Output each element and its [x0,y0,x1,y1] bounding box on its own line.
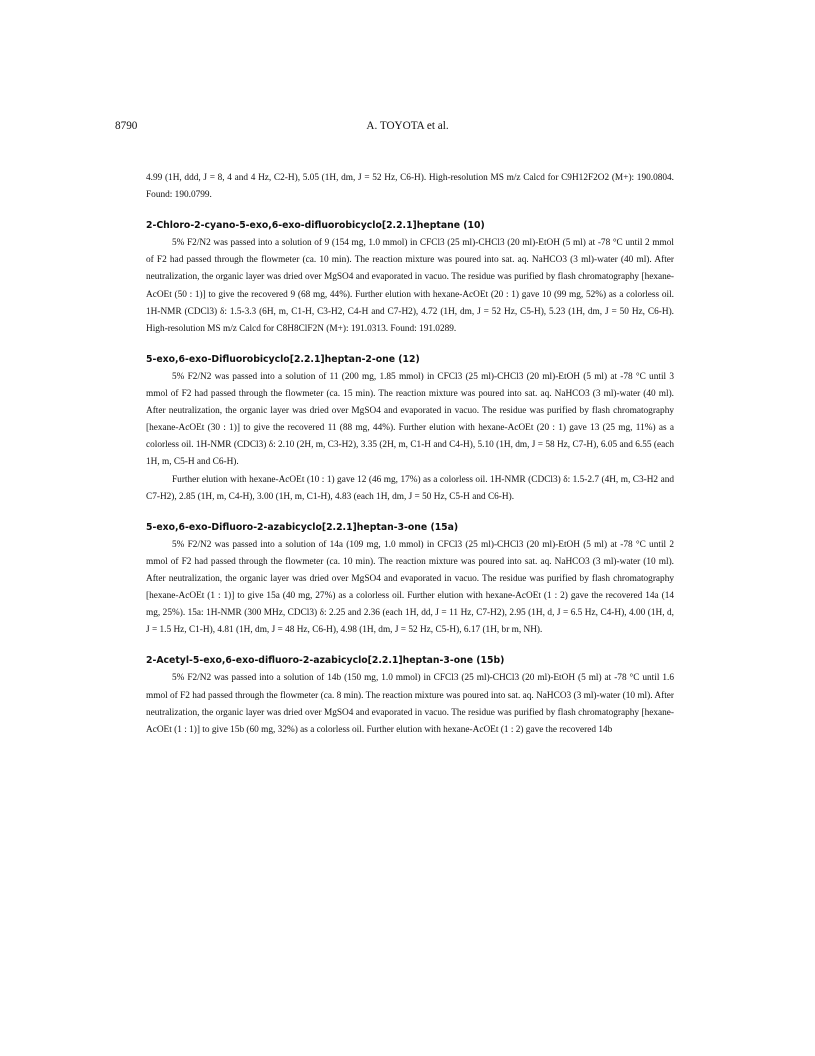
running-head: A. TOYOTA et al. [366,120,449,132]
paragraph: 5% F2/N2 was passed into a solution of 9 (154 mg, 1.0 mmol) in CFCl3 (25 ml)-CHCl3 (20 ml)-EtOH (5 ml) at -78 °C until 2 mmol of F2 had passed through the flowmeter (ca. 10 min). The reaction mixture was poured into sat. aq. NaHCO3 (3 ml)-water (40 ml). After neutralization, the organic layer was dried over MgSO4 and evaporated in vacuo. The residue was purified by flash chromatography [hexane-AcOEt (50 : 1)] to give the recovered 9 (68 mg, 44%). Further elution with hexane-AcOEt (20 : 1) gave 10 (99 mg, 52%) as a colorless oil. 1H-NMR (CDCl3) δ: 1.5-3.3 (6H, m, C1-H, C3-H2, C4-H and C7-H2), 4.72 (1H, dm, J = 52 Hz, C5-H), 5.23 (1H, dm, J = 50 Hz, C6-H). High-resolution MS m/z Calcd for C8H8ClF2N (M+): 191.0313. Found: 191.0289. [146,238,674,334]
body-text [146,170,674,739]
section-title: 5-exo,6-exo-Difluoro-2-azabicyclo[2.2.1]heptan-3-one (15a) [146,521,459,533]
section-compound-15a [146,519,674,640]
paragraph: 5% F2/N2 was passed into a solution of 11 (200 mg, 1.85 mmol) in CFCl3 (25 ml)-CHCl3 (20 ml)-EtOH (5 ml) at -78 °C until 3 mmol of F2 had passed through the flowmeter (ca. 15 min). The reaction mixture was poured into sat. aq. NaHCO3 (3 ml)-water (40 ml). After neutralization, the organic layer was dried over MgSO4 and evaporated in vacuo. The residue was purified by flash chromatography [hexane-AcOEt (30 : 1)] to give the recovered 11 (88 mg, 44%). Further elution with hexane-AcOEt (20 : 1) gave 13 (25 mg, 11%) as a colorless oil. 1H-NMR (CDCl3) δ: 2.10 (2H, m, C3-H2), 3.35 (2H, m, C1-H and C4-H), 5.10 (1H, dm, J = 58 Hz, C7-H), 6.05 and 6.55 (each 1H, m, C5-H and C6-H). [146,371,674,468]
continuation-paragraph: 4.99 (1H, ddd, J = 8, 4 and 4 Hz, C2-H), 5.05 (1H, dm, J = 52 Hz, C6-H). High-resolution MS m/z Calcd for C9H12F2O2 (M+): 190.0804. Found: 190.0799. [146,173,674,201]
page-number: 8790 [115,120,138,132]
paragraph: Further elution with hexane-AcOEt (10 : 1) gave 12 (46 mg, 17%) as a colorless oil. 1H-NMR (CDCl3) δ: 1.5-2.7 (4H, m, C3-H2 and C7-H2), 2.85 (1H, m, C4-H), 3.00 (1H, m, C1-H), 4.83 (each 1H, dm, J = 50 Hz, C5-H and C6-H). [146,474,674,502]
section-title: 2-Acetyl-5-exo,6-exo-difluoro-2-azabicyclo[2.2.1]heptan-3-one (15b) [146,655,505,667]
page-header [115,120,700,136]
section-compound-15b [146,652,674,738]
paragraph: 5% F2/N2 was passed into a solution of 14b (150 mg, 1.0 mmol) in CFCl3 (25 ml)-CHCl3 (20 ml)-EtOH (5 ml) at -78 °C until 1.6 mmol of F2 had passed through the flowmeter (ca. 8 min). The reaction mixture was poured into sat. aq. NaHCO3 (3 ml)-water (10 ml). After neutralization, the organic layer was dried over MgSO4 and evaporated in vacuo. The residue was purified by flash chromatography [hexane-AcOEt (1 : 1)] to give 15b (60 mg, 32%) as a colorless oil. Further elution with hexane-AcOEt (1 : 2) gave the recovered 14b [146,673,674,735]
section-title: 2-Chloro-2-cyano-5-exo,6-exo-difluorobicyclo[2.2.1]heptane (10) [146,220,485,232]
section-title: 5-exo,6-exo-Difluorobicyclo[2.2.1]heptan-2-one (12) [146,353,420,365]
section-compound-10 [146,217,674,338]
paragraph: 5% F2/N2 was passed into a solution of 14a (109 mg, 1.0 mmol) in CFCl3 (25 ml)-CHCl3 (20 ml)-EtOH (5 ml) at -78 °C until 2 mmol of F2 had passed through the flowmeter (ca. 10 min). The reaction mixture was poured into sat. aq. NaHCO3 (3 ml)-water (10 ml). After neutralization, the organic layer was dried over MgSO4 and evaporated in vacuo. The residue was purified by flash chromatography [hexane-AcOEt (1 : 1)] to give 15a (40 mg, 27%) as a colorless oil. Further elution with hexane-AcOEt (1 : 2) gave the recovered 14a (14 mg, 25%). 15a: 1H-NMR (300 MHz, CDCl3) δ: 2.25 and 2.36 (each 1H, dd, J = 11 Hz, C7-H2), 2.95 (1H, d, J = 6.5 Hz, C4-H), 4.00 (1H, d, J = 1.5 Hz, C1-H), 4.81 (1H, dm, J = 48 Hz, C6-H), 4.98 (1H, dm, J = 52 Hz, C5-H), 6.17 (1H, br m, NH). [146,539,674,636]
section-compound-12 [146,351,674,506]
